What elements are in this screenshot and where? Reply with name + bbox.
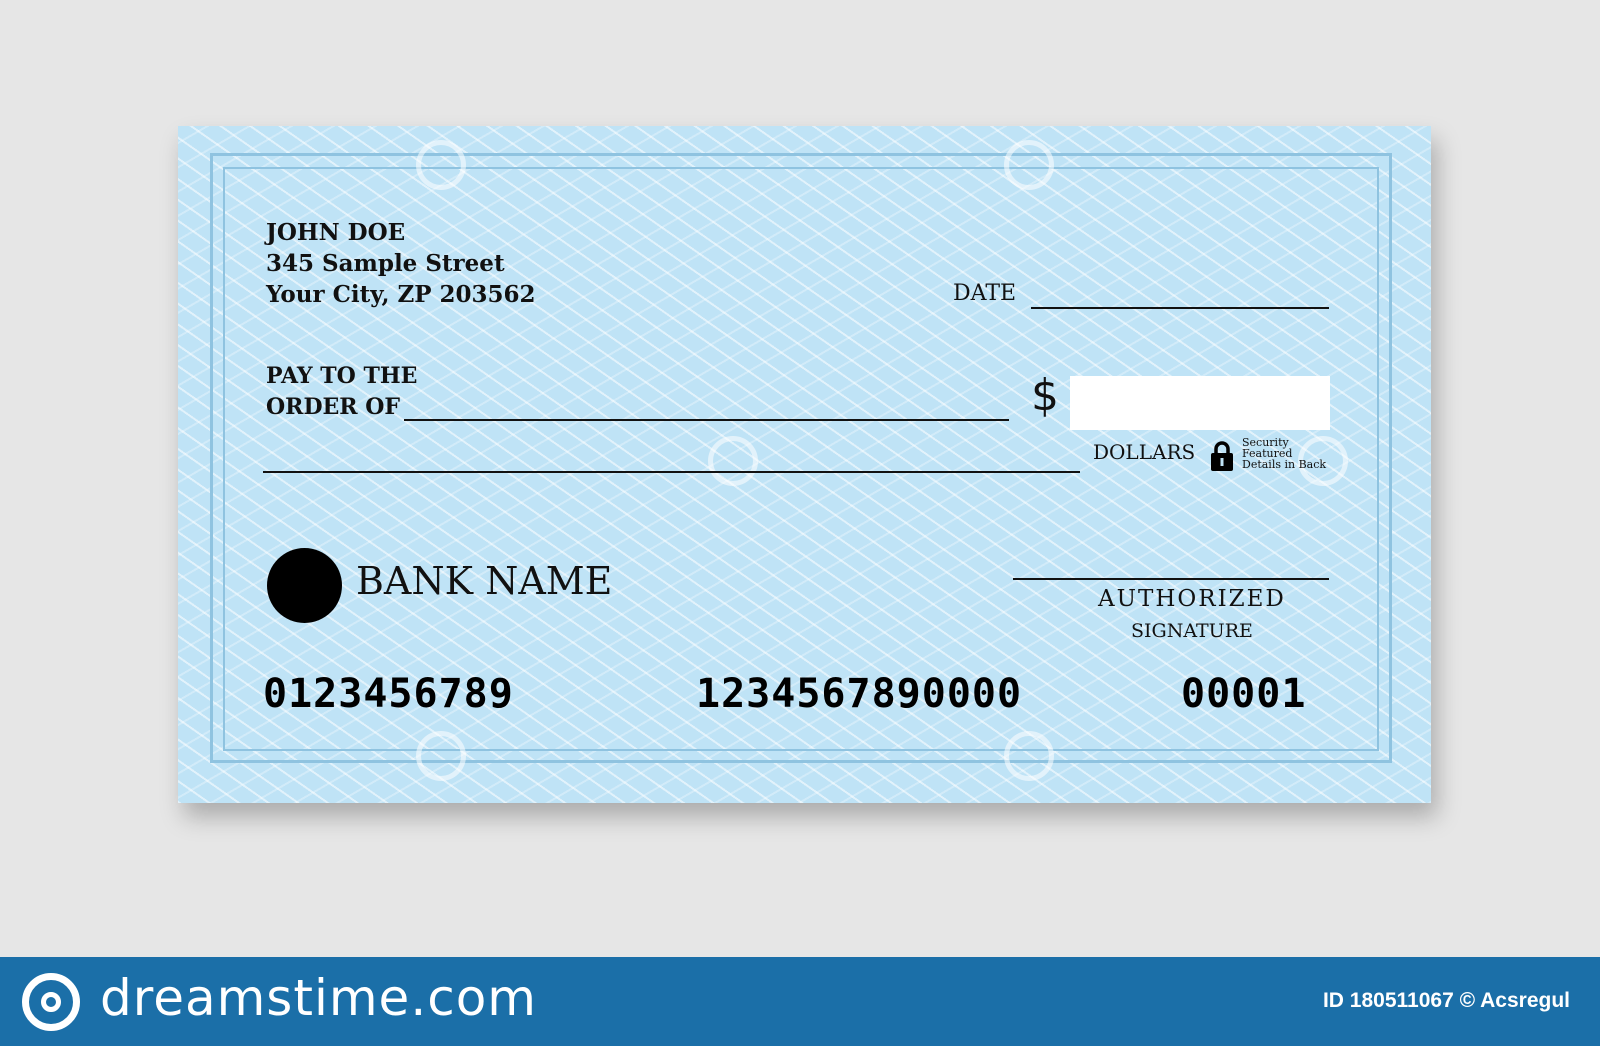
date-label: DATE [953, 281, 1017, 306]
security-note-line1: Security [1242, 436, 1289, 449]
security-note-line2: Featured [1242, 447, 1293, 460]
payee-line[interactable] [404, 419, 1009, 421]
dollar-sign: $ [1031, 370, 1059, 421]
owner-street: 345 Sample Street [266, 250, 505, 277]
routing-number: 0123456789 [263, 671, 514, 717]
watermark-swirl-icon [1004, 140, 1054, 190]
bank-logo [267, 548, 342, 623]
amount-box[interactable] [1070, 376, 1330, 430]
pay-to-label-line1: PAY TO THE [266, 363, 418, 389]
bank-name: BANK NAME [356, 559, 613, 603]
watermark-swirl-icon [1004, 731, 1054, 781]
footer-image-id: ID 180511067 © Acsregul [1322, 989, 1570, 1012]
owner-name: JOHN DOE [266, 219, 406, 246]
signature-label: SIGNATURE [1131, 620, 1253, 642]
signature-line[interactable] [1013, 578, 1329, 580]
account-number: 1234567890000 [696, 671, 1023, 717]
written-amount-line[interactable] [263, 471, 1080, 473]
footer-bar [0, 957, 1600, 1046]
lock-icon [1209, 440, 1235, 472]
check-number: 00001 [1181, 671, 1307, 717]
pay-to-label-line2: ORDER OF [266, 394, 401, 420]
bank-check [178, 126, 1431, 803]
date-line[interactable] [1031, 307, 1329, 309]
authorized-label: AUTHORIZED [1098, 586, 1286, 612]
security-note-line3: Details in Back [1242, 458, 1327, 471]
watermark-swirl-icon [416, 731, 466, 781]
watermark-swirl-icon [416, 140, 466, 190]
watermark-swirl-icon [708, 436, 758, 486]
dreamstime-logo-icon [22, 973, 80, 1031]
dollars-label: DOLLARS [1093, 440, 1196, 464]
footer-brand[interactable]: dreamstime.com [100, 969, 537, 1027]
owner-city: Your City, ZP 203562 [266, 281, 536, 308]
